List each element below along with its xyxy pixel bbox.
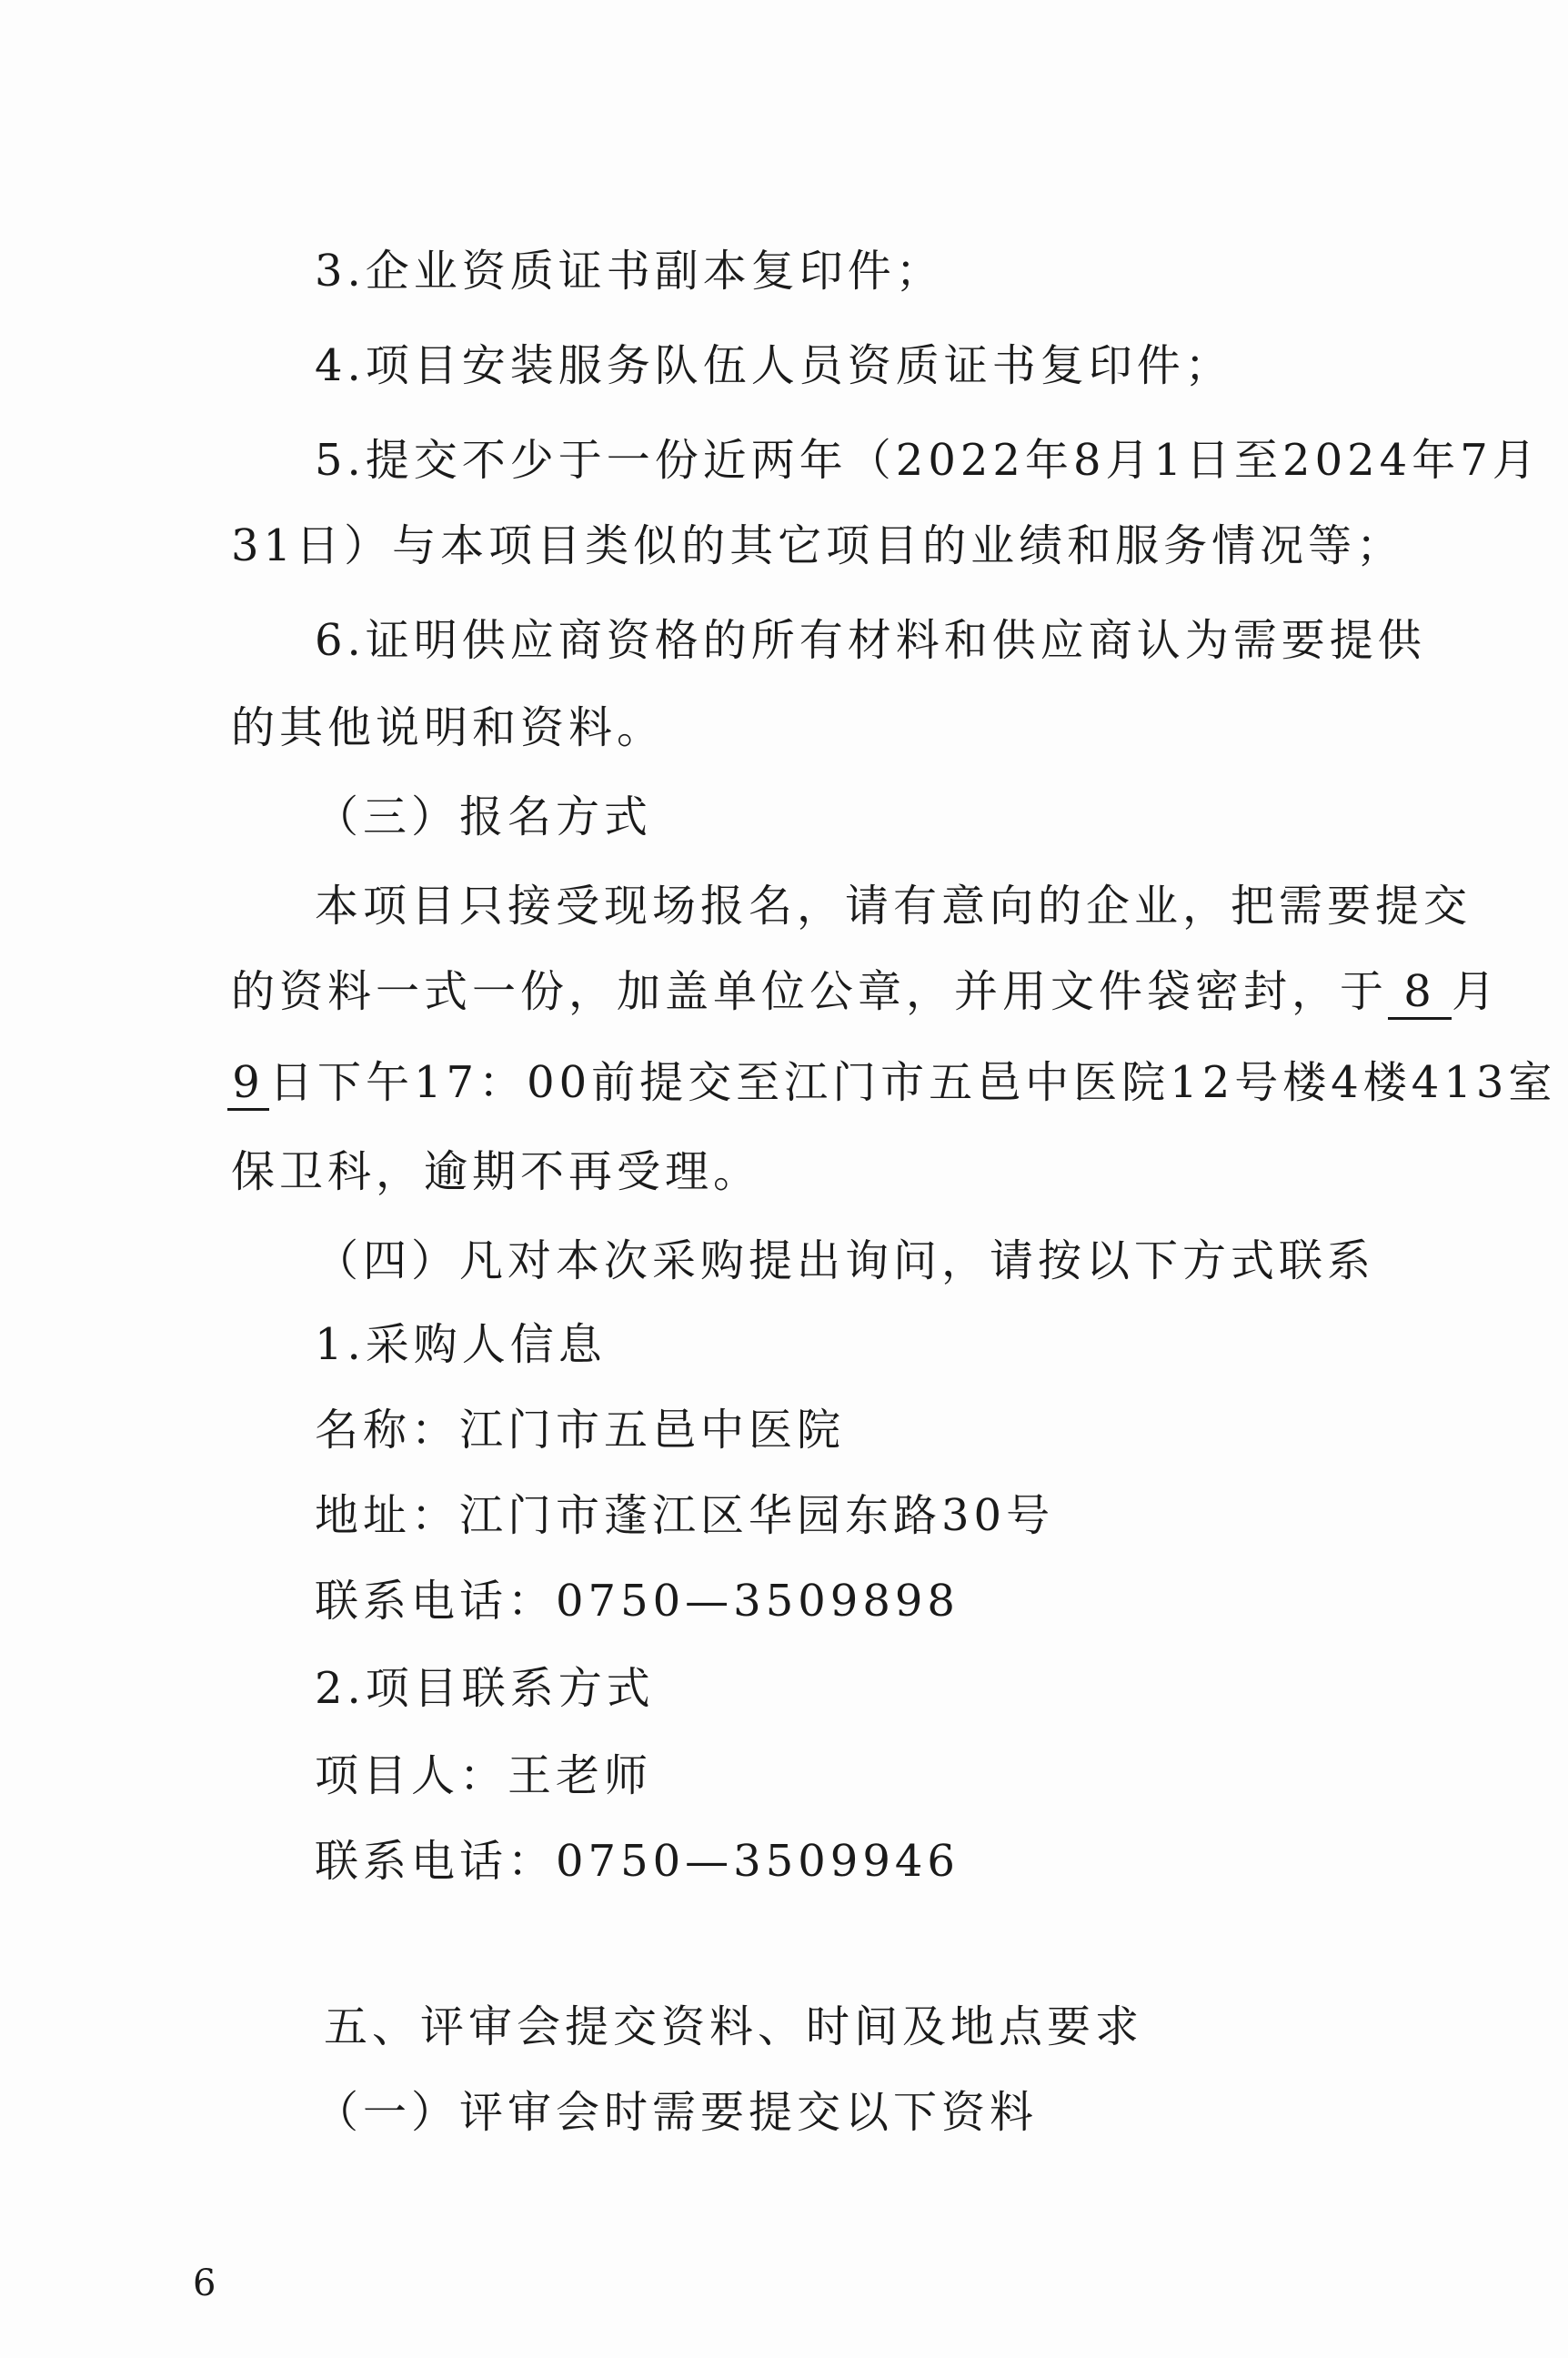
list-item-6-line-2: 的其他说明和资料。	[231, 702, 666, 753]
section-heading-five: 五、评审会提交资料、时间及地点要求	[324, 2001, 1144, 2052]
page-number: 6	[193, 2262, 216, 2304]
list-item-5-line-2: 31日）与本项目类似的其它项目的业绩和服务情况等；	[231, 520, 1405, 571]
list-item-4: 4.项目安装服务队伍人员资质证书复印件；	[315, 340, 1233, 391]
registration-paragraph-line-3	[227, 1055, 1556, 1111]
deadline-month-underlined: 8	[1388, 966, 1452, 1020]
list-item-6-line-1: 6.证明供应商资格的所有材料和供应商认为需要提供	[315, 615, 1426, 666]
list-item-5-line-1: 5.提交不少于一份近两年（2022年8月1日至2024年7月	[315, 435, 1541, 486]
project-contact-heading: 2.项目联系方式	[315, 1663, 655, 1714]
purchaser-address: 地址：江门市蓬江区华园东路30号	[315, 1490, 1055, 1541]
project-contact-phone: 联系电话：0750—3509946	[315, 1836, 960, 1887]
purchaser-name: 名称：江门市五邑中医院	[315, 1405, 846, 1456]
list-item-3: 3.企业资质证书副本复印件；	[315, 246, 944, 297]
section-heading-inquiry: （四）凡对本次采购提出询问，请按以下方式联系	[315, 1235, 1376, 1286]
registration-paragraph-line-1: 本项目只接受现场报名，请有意向的企业，把需要提交	[315, 881, 1473, 932]
registration-paragraph-line-2	[231, 964, 1500, 1020]
section-heading-registration: （三）报名方式	[315, 791, 653, 842]
purchaser-info-heading: 1.采购人信息	[315, 1319, 607, 1370]
registration-paragraph-text: 的资料一式一份，加盖单位公章，并用文件袋密封，于	[231, 966, 1389, 1017]
project-contact-person: 项目人：王老师	[315, 1750, 653, 1801]
subsection-heading-review-materials: （一）评审会时需要提交以下资料	[315, 2087, 1039, 2138]
month-char: 月	[1452, 966, 1501, 1017]
purchaser-phone: 联系电话：0750—3509898	[315, 1576, 960, 1627]
deadline-text: 日下午17：00前提交至江门市五邑中医院12号楼4楼413室	[269, 1057, 1557, 1108]
deadline-day-underlined: 9	[227, 1057, 269, 1111]
registration-paragraph-line-4: 保卫科，逾期不再受理。	[231, 1146, 762, 1197]
